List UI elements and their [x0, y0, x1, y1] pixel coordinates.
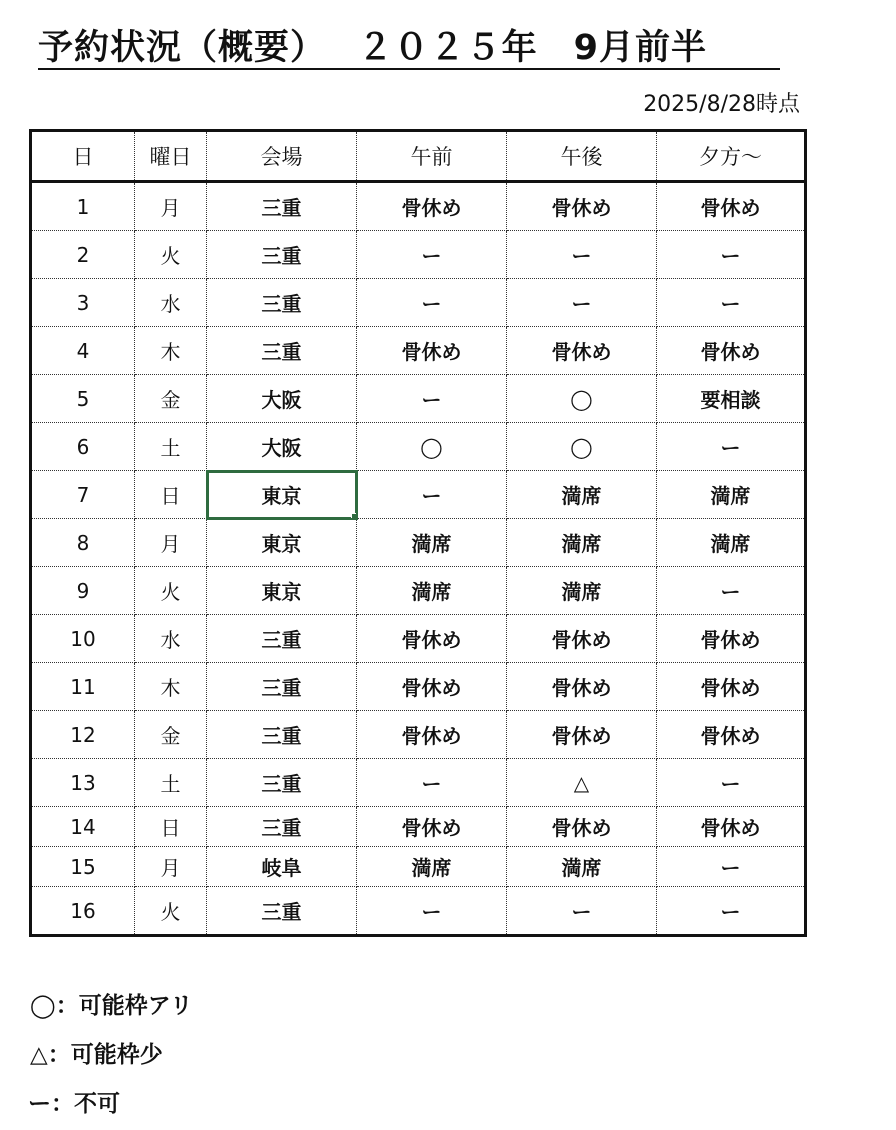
cell-evening[interactable]: 骨休め — [657, 711, 806, 759]
cell-day[interactable]: 12 — [31, 711, 135, 759]
cell-morning[interactable]: 骨休め — [357, 327, 507, 375]
cell-afternoon[interactable]: 満席 — [507, 471, 657, 519]
cell-evening[interactable]: ー — [657, 423, 806, 471]
cell-evening[interactable]: ー — [657, 231, 806, 279]
cell-morning[interactable]: ー — [357, 375, 507, 423]
cell-venue[interactable]: 三重 — [207, 807, 357, 847]
table-row — [31, 423, 806, 471]
as-of-date: 2025/8/28時点 — [643, 92, 800, 117]
cell-venue[interactable]: 三重 — [207, 887, 357, 936]
cell-afternoon[interactable]: 満席 — [507, 847, 657, 887]
title-underline — [38, 68, 780, 70]
table-row — [31, 847, 806, 887]
cell-weekday[interactable]: 水 — [135, 615, 207, 663]
legend-available — [30, 991, 193, 1021]
cell-day[interactable]: 16 — [31, 887, 135, 936]
cell-morning[interactable]: 骨休め — [357, 663, 507, 711]
cell-morning[interactable]: 満席 — [357, 567, 507, 615]
cell-evening[interactable]: 骨休め — [657, 182, 806, 231]
header-day[interactable]: 日 — [31, 131, 135, 182]
cell-venue[interactable]: 東京 — [207, 519, 357, 567]
cell-evening[interactable]: 満席 — [657, 471, 806, 519]
triangle-symbol-icon: △ — [30, 1042, 48, 1068]
cell-venue[interactable]: 三重 — [207, 327, 357, 375]
table-row — [31, 182, 806, 231]
table-row — [31, 567, 806, 615]
cell-afternoon[interactable]: ー — [507, 887, 657, 936]
cell-day[interactable]: 13 — [31, 759, 135, 807]
cell-day[interactable]: 5 — [31, 375, 135, 423]
cell-evening[interactable]: ー — [657, 759, 806, 807]
cell-venue[interactable]: 三重 — [207, 663, 357, 711]
cell-day[interactable]: 11 — [31, 663, 135, 711]
cell-afternoon[interactable]: 骨休め — [507, 807, 657, 847]
cell-evening[interactable]: 満席 — [657, 519, 806, 567]
cell-venue[interactable]: 大阪 — [207, 375, 357, 423]
cell-weekday[interactable]: 水 — [135, 279, 207, 327]
cell-afternoon[interactable]: ー — [507, 231, 657, 279]
cell-venue[interactable]: 三重 — [207, 615, 357, 663]
table-row — [31, 663, 806, 711]
cell-day[interactable]: 1 — [31, 182, 135, 231]
cell-venue[interactable]: 岐阜 — [207, 847, 357, 887]
header-morning[interactable]: 午前 — [357, 131, 507, 182]
cell-weekday[interactable]: 土 — [135, 759, 207, 807]
cell-morning[interactable]: 骨休め — [357, 711, 507, 759]
cell-morning[interactable]: ー — [357, 759, 507, 807]
cell-venue[interactable]: 三重 — [207, 231, 357, 279]
cell-weekday[interactable]: 火 — [135, 231, 207, 279]
dash-symbol-icon: ー — [28, 1091, 51, 1117]
cell-morning[interactable]: ー — [357, 887, 507, 936]
cell-weekday[interactable]: 月 — [135, 847, 207, 887]
table-row — [31, 327, 806, 375]
cell-weekday[interactable]: 火 — [135, 887, 207, 936]
cell-afternoon[interactable]: 骨休め — [507, 615, 657, 663]
cell-morning[interactable]: 骨休め — [357, 807, 507, 847]
cell-venue[interactable]: 三重 — [207, 279, 357, 327]
cell-weekday[interactable]: 木 — [135, 663, 207, 711]
cell-afternoon[interactable]: △ — [507, 759, 657, 807]
cell-morning[interactable]: ー — [357, 231, 507, 279]
cell-morning[interactable]: 満席 — [357, 847, 507, 887]
table-row — [31, 759, 806, 807]
cell-evening[interactable]: ー — [657, 847, 806, 887]
table-row — [31, 807, 806, 847]
header-venue[interactable]: 会場 — [207, 131, 357, 182]
cell-evening[interactable]: 骨休め — [657, 327, 806, 375]
table-row — [31, 375, 806, 423]
cell-weekday[interactable]: 月 — [135, 519, 207, 567]
table-row — [31, 519, 806, 567]
legend-text: ：可能枠少 — [47, 1042, 163, 1068]
cell-venue[interactable]: 東京 — [207, 567, 357, 615]
cell-evening[interactable]: 骨休め — [657, 615, 806, 663]
legend-limited — [30, 1040, 163, 1070]
cell-afternoon[interactable]: 骨休め — [507, 711, 657, 759]
cell-weekday[interactable]: 土 — [135, 423, 207, 471]
cell-morning[interactable]: 骨休め — [357, 615, 507, 663]
header-weekday[interactable]: 曜日 — [135, 131, 207, 182]
cell-morning[interactable]: ◯ — [357, 423, 507, 471]
cell-weekday[interactable]: 日 — [135, 471, 207, 519]
header-afternoon[interactable]: 午後 — [507, 131, 657, 182]
cell-weekday[interactable]: 月 — [135, 182, 207, 231]
cell-afternoon[interactable]: 満席 — [507, 519, 657, 567]
cell-evening[interactable]: 要相談 — [657, 375, 806, 423]
cell-morning[interactable]: ー — [357, 471, 507, 519]
cell-morning[interactable]: ー — [357, 279, 507, 327]
cell-weekday[interactable]: 金 — [135, 375, 207, 423]
table-row — [31, 231, 806, 279]
table-row — [31, 711, 806, 759]
cell-day[interactable]: 10 — [31, 615, 135, 663]
cell-evening[interactable]: 骨休め — [657, 663, 806, 711]
cell-day[interactable]: 8 — [31, 519, 135, 567]
cell-weekday[interactable]: 火 — [135, 567, 207, 615]
cell-day[interactable]: 4 — [31, 327, 135, 375]
cell-day[interactable]: 9 — [31, 567, 135, 615]
cell-day[interactable]: 2 — [31, 231, 135, 279]
table-header-row — [31, 131, 806, 182]
cell-weekday[interactable]: 金 — [135, 711, 207, 759]
cell-evening[interactable]: ー — [657, 567, 806, 615]
cell-afternoon[interactable]: 満席 — [507, 567, 657, 615]
cell-venue[interactable]: 三重 — [207, 759, 357, 807]
cell-venue[interactable]: 三重 — [207, 711, 357, 759]
cell-day[interactable]: 6 — [31, 423, 135, 471]
cell-day[interactable]: 7 — [31, 471, 135, 519]
cell-afternoon[interactable]: ー — [507, 279, 657, 327]
cell-afternoon[interactable]: 骨休め — [507, 327, 657, 375]
table-row — [31, 279, 806, 327]
cell-afternoon[interactable]: ◯ — [507, 375, 657, 423]
legend-text: ：不可 — [51, 1091, 120, 1117]
cell-afternoon[interactable]: 骨休め — [507, 182, 657, 231]
cell-day[interactable]: 3 — [31, 279, 135, 327]
legend-text: ：可能枠アリ — [55, 993, 193, 1019]
header-evening[interactable]: 夕方～ — [657, 131, 806, 182]
cell-morning[interactable]: 満席 — [357, 519, 507, 567]
cell-day[interactable]: 15 — [31, 847, 135, 887]
selected-cell-venue[interactable]: 東京 — [207, 471, 357, 519]
legend-unavailable — [28, 1089, 120, 1119]
cell-afternoon[interactable]: 骨休め — [507, 663, 657, 711]
cell-evening[interactable]: ー — [657, 887, 806, 936]
cell-venue[interactable]: 大阪 — [207, 423, 357, 471]
cell-venue[interactable]: 三重 — [207, 182, 357, 231]
table-row — [31, 887, 806, 936]
cell-evening[interactable]: ー — [657, 279, 806, 327]
cell-weekday[interactable]: 木 — [135, 327, 207, 375]
page-title: 予約状況（概要） ２０２５年 9月前半 — [38, 28, 708, 68]
cell-evening[interactable]: 骨休め — [657, 807, 806, 847]
table-row — [31, 615, 806, 663]
table-row — [31, 471, 806, 519]
cell-weekday[interactable]: 日 — [135, 807, 207, 847]
cell-afternoon[interactable]: ◯ — [507, 423, 657, 471]
circle-symbol-icon: ◯ — [30, 993, 56, 1019]
schedule-table — [29, 129, 807, 937]
cell-morning[interactable]: 骨休め — [357, 182, 507, 231]
cell-day[interactable]: 14 — [31, 807, 135, 847]
